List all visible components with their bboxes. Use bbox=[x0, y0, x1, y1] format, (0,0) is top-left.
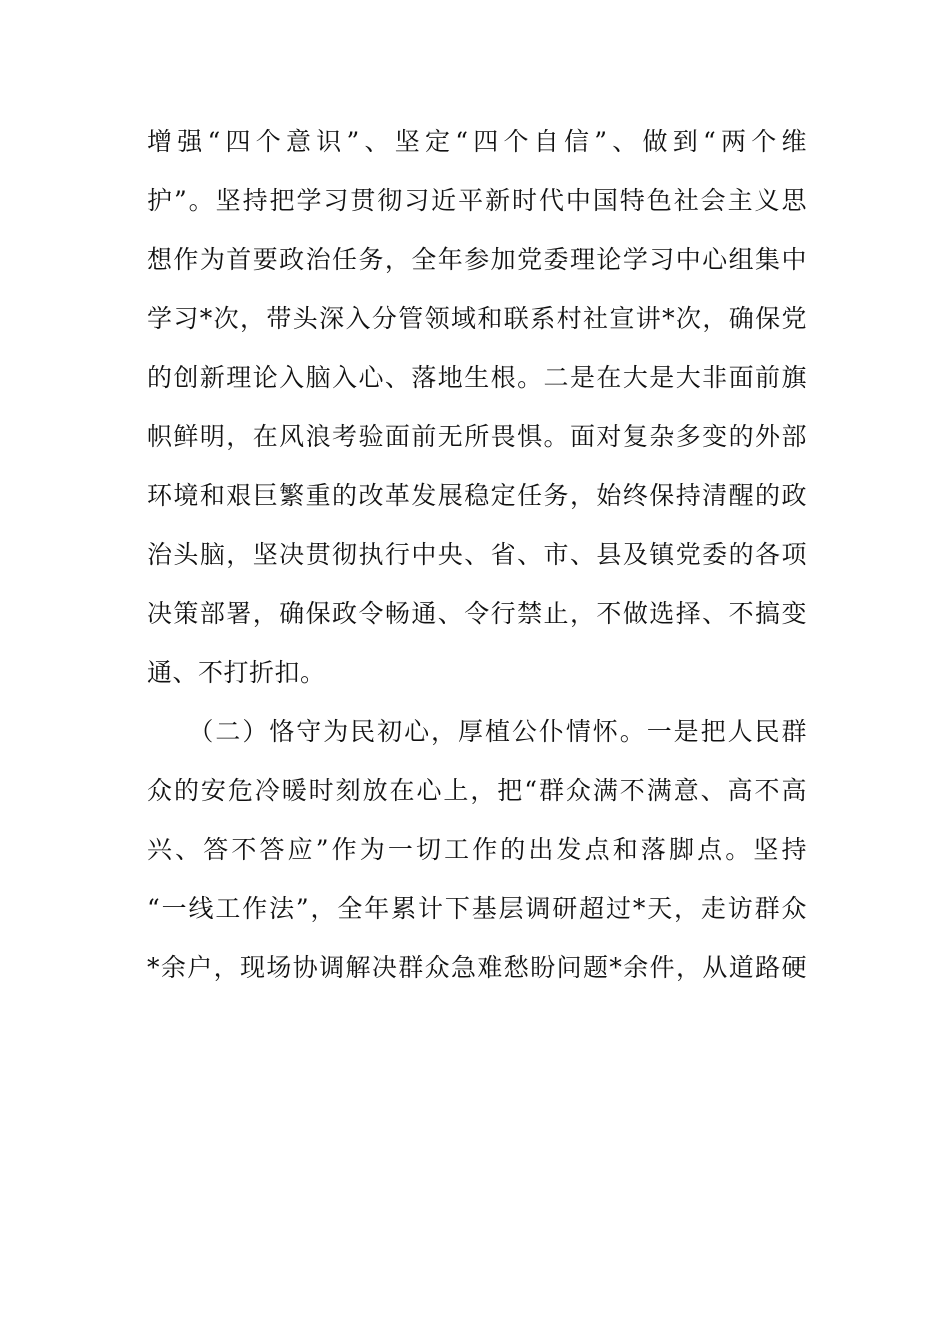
text-line: *余户，现场协调解决群众急难愁盼问题*余件，从道路硬 bbox=[147, 953, 807, 982]
text-line: 众的安危冷暖时刻放在心上，把“群众满不满意、高不高 bbox=[147, 776, 807, 805]
text-line: 帜鲜明，在风浪考验面前无所畏惧。面对复杂多变的外部 bbox=[147, 422, 807, 451]
text-line: 的创新理论入脑入心、落地生根。二是在大是大非面前旗 bbox=[147, 363, 807, 392]
text-line: “一线工作法”，全年累计下基层调研超过*天，走访群众 bbox=[147, 894, 807, 923]
text-line: 增强“四个意识”、坚定“四个自信”、做到“两个维 bbox=[147, 127, 807, 156]
section-heading-line: （二）恪守为民初心，厚植公仆情怀。一是把人民群 bbox=[147, 717, 807, 746]
text-line: 学习*次，带头深入分管领域和联系村社宣讲*次，确保党 bbox=[147, 304, 807, 333]
text-line: 想作为首要政治任务，全年参加党委理论学习中心组集中 bbox=[147, 245, 807, 274]
text-line: 治头脑，坚决贯彻执行中央、省、市、县及镇党委的各项 bbox=[147, 540, 807, 569]
text-line: 通、不打折扣。 bbox=[147, 658, 326, 687]
text-line: 护”。坚持把学习贯彻习近平新时代中国特色社会主义思 bbox=[147, 186, 807, 215]
body-text bbox=[147, 116, 807, 1001]
text-line: 决策部署，确保政令畅通、令行禁止，不做选择、不搞变 bbox=[147, 599, 807, 628]
text-line: 兴、答不答应”作为一切工作的出发点和落脚点。坚持 bbox=[147, 835, 807, 864]
text-line: 环境和艰巨繁重的改革发展稳定任务，始终保持清醒的政 bbox=[147, 481, 807, 510]
